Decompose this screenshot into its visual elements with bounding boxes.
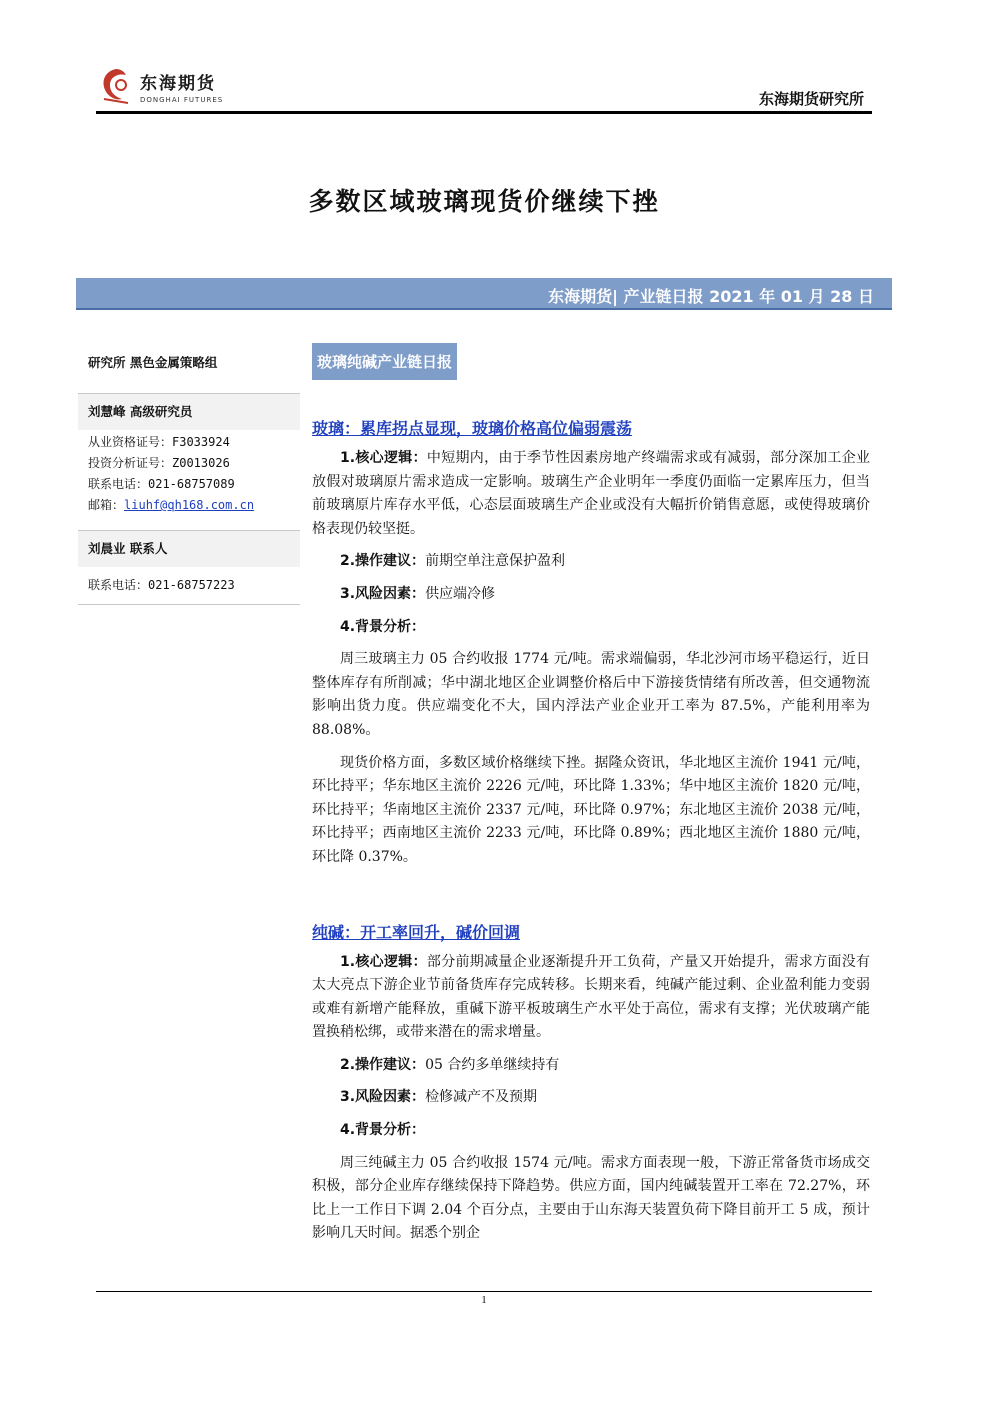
glass-risk-label: 3.风险因素：: [340, 585, 426, 602]
email-link[interactable]: liuhf@qh168.com.cn: [124, 498, 255, 512]
glass-bg-label: 4.背景分析：: [340, 618, 426, 635]
contact-phone: 联系电话：021-68757223: [88, 578, 235, 592]
company-logo: [96, 64, 236, 108]
glass-background-para-2: 现货价格方面，多数区域价格继续下挫。据隆众资讯，华北地区主流价 1941 元/吨，环比持平；华东地区主流价 2226 元/吨，环比降 1.33%；华中地区主流价 1820 元/吨，环比持平；华南地区主流价 2337 元/吨，环比降 0.97%；东北地区主流价 2038 元/吨，环比持平；西南地区主流价 2233 元/吨，环比降 0.89%；西北地区主流价 1880 元/吨，环比降 0.37%。: [312, 754, 870, 865]
soda-advice-text: 05 合约多单继续持有: [425, 1056, 560, 1073]
analyst-cert: 从业资格证号：F3033924: [88, 435, 230, 449]
soda-risk-label: 3.风险因素：: [340, 1089, 426, 1106]
analyst-email-row: [78, 495, 300, 516]
soda-logic-label: 1.核心逻辑：: [340, 953, 427, 970]
logo-chinese: 东海期货: [140, 73, 216, 94]
institute-name: 东海期货研究所: [758, 90, 864, 108]
soda-advice: [312, 1054, 870, 1078]
soda-background-para-1: 周三纯碱主力 05 合约收报 1574 元/吨。需求方面表现一般，下游正常备货市场成交积极，部分企业库存继续保持下降趋势。供应方面，国内纯碱装置开工率在 72.27%，环比上一工作日下调 2.04 个百分点，主要由于山东海天装置负荷下降目前开工 5 成，预计影响几天时间。据悉个别企: [312, 1154, 870, 1242]
soda-core-logic: [312, 951, 870, 1045]
analyst-block-2: [78, 530, 300, 596]
report-banner: [76, 278, 892, 310]
glass-advice-text: 前期空单注意保护盈利: [425, 553, 566, 570]
email-label: 邮箱：: [88, 498, 125, 512]
logo-english: DONGHAI FUTURES: [140, 95, 224, 104]
soda-risk-text: 检修减产不及预期: [425, 1089, 538, 1106]
analyst-invest-cert: 投资分析证号：Z0013026: [88, 456, 230, 470]
header-divider: [96, 111, 872, 114]
main-content: [312, 343, 870, 1246]
soda-bg-label: 4.背景分析：: [340, 1122, 426, 1139]
page-number: 1: [481, 1294, 487, 1306]
glass-risk: [312, 583, 870, 607]
sidebar-end-rule: [78, 604, 300, 605]
soda-logic-text: 部分前期减量企业逐渐提升开工负荷，产量又开始提升，需求方面没有太大亮点下游企业节前备货库存完成转移。长期来看，纯碱产能过剩、企业盈利能力变弱或难有新增产能释放，重碱下游平板玻璃生产水平处于高位，需求有支撑；光伏玻璃产能置换稍松绑，或带来潜在的需求增量。: [312, 953, 871, 1041]
author-sidebar: [78, 345, 300, 605]
glass-risk-text: 供应端冷修: [425, 585, 496, 602]
footer-divider: [96, 1291, 872, 1292]
glass-background-para-1: 周三玻璃主力 05 合约收报 1774 元/吨。需求端偏弱，华北沙河市场平稳运行，近日整体库存有所削减；华中湖北地区企业调整价格后中下游接货情绪有所改善，但交通物流影响出货力度。供应端变化不大，国内浮法产业企业开工率为 87.5%，产能利用率为 88.08%。: [312, 651, 870, 738]
glass-background-heading: [312, 616, 870, 640]
glass-advice: [312, 550, 870, 574]
analyst-phone: 联系电话：021-68757089: [88, 477, 235, 491]
report-section-tag: 玻璃纯碱产业链日报: [312, 343, 457, 380]
analyst-block-1: [78, 393, 300, 516]
soda-section-title: 纯碱：开工率回升，碱价回调: [312, 922, 521, 942]
glass-logic-text: 中短期内，由于季节性因素房地产终端需求或有减弱，部分深加工企业放假对玻璃原片需求造成一定影响。玻璃生产企业明年一季度仍面临一定累库压力，但当前玻璃原片库存水平低，心态层面玻璃生产企业或没有大幅折价销售意愿，或使得玻璃价格表现仍较坚挺。: [312, 450, 871, 537]
contact-name: 刘晨业 联系人: [78, 531, 300, 567]
glass-logic-label: 1.核心逻辑：: [340, 450, 427, 466]
soda-section: [312, 920, 870, 1247]
sidebar-group: 研究所 黑色金属策略组: [78, 345, 300, 381]
document-title: 多数区域玻璃现货价继续下挫: [308, 187, 660, 216]
glass-core-logic: [312, 447, 870, 541]
dragon-logo-icon: [96, 65, 136, 107]
banner-text: 东海期货| 产业链日报 2021 年 01 月 28 日: [548, 287, 874, 306]
glass-section-title: 玻璃：累库拐点显现，玻璃价格高位偏弱震荡: [312, 419, 633, 438]
glass-section: [312, 416, 870, 870]
soda-advice-label: 2.操作建议：: [340, 1056, 426, 1073]
analyst-name: 刘慧峰 高级研究员: [78, 394, 300, 430]
glass-advice-label: 2.操作建议：: [340, 553, 426, 570]
soda-risk: [312, 1086, 870, 1110]
soda-background-heading: [312, 1119, 870, 1143]
